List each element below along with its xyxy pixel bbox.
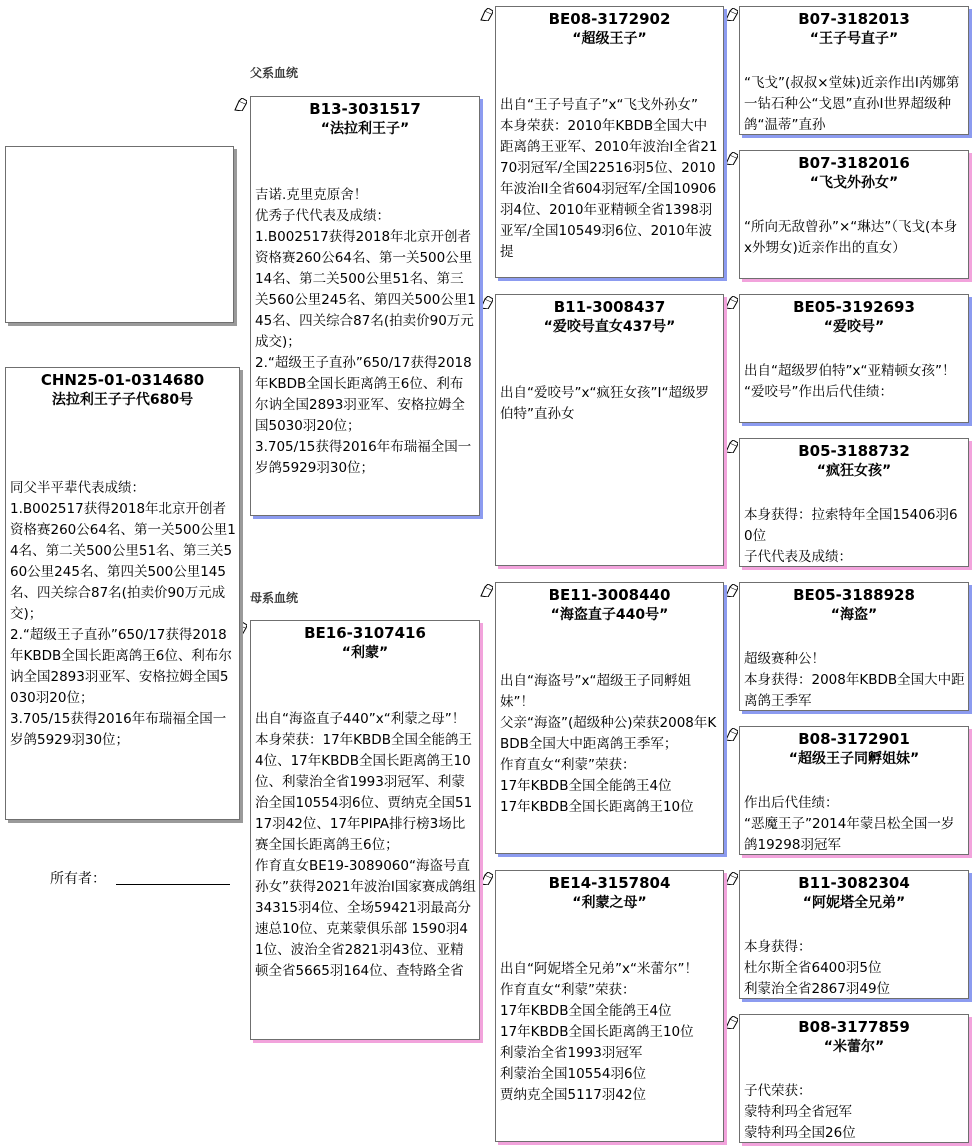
pointer-icon — [480, 872, 493, 885]
sire-card[interactable] — [250, 96, 480, 516]
ring-number: B05-3188732 — [798, 442, 910, 460]
pigeon-notes: “所向无敌曾孙”×“琳达”（飞戈(本身x外甥女)近亲作出的直女） — [744, 219, 958, 256]
ring-number: CHN25-01-0314680 — [40, 371, 205, 389]
pigeon-name: “法拉利王子” — [320, 121, 410, 137]
pigeon-name: “利蒙之母” — [572, 895, 647, 911]
pigeon-photo-frame — [5, 146, 234, 323]
ring-number: BE08-3172902 — [548, 10, 671, 28]
ring-number: B08-3177859 — [798, 1018, 910, 1036]
pigeon-notes: 出自“海盗直子440”x“利蒙之母”！ 本身荣获：17年KBDB全国全能鸽王4位、17年KBDB全国长距离鸽王10位、利蒙治全省1993羽冠军、利蒙治全国10554羽6位、贾纳克全国5117羽42位、17年PIPA排行榜3场比赛全国长距离鸽王6位； 作育直女BE19-3089060“海盗号直孙女”获得2021年波治I国家赛成鸽组34315羽4位、全场59421羽最高分速总10位、克莱蒙俱乐部 1590羽41位、波治全省2821羽43位、亚精顿全省5665羽164位、查特路全省 — [255, 711, 476, 979]
mother-line-label: 母系血统 — [250, 591, 299, 605]
pigeon-name: “王子号直子” — [809, 31, 899, 47]
pigeon-notes: 同父半平辈代表成绩： 1.B002517获得2018年北京开创者资格赛260公64名、第一关500公里14名、第二关500公里51名、第三关560公里245名、第四关500公里145名、四关综合87名(拍卖价90万元成交)； 2.“超级王子直孙”650/17获得2018年KBDB全国长距离鸽王6位、利布尔讷全国2893羽亚军、安格拉姆全国5030羽20位； 3.705/15获得2016年布瑞福全国一岁鸽5929羽30位； — [10, 480, 236, 748]
pointer-icon — [725, 152, 738, 165]
pigeon-name: “超级王子同孵姐妹” — [788, 751, 920, 767]
pigeon-notes: 本身获得：拉索特年全国15406羽60位 子代代表及成绩： — [744, 507, 958, 565]
pigeon-name: “超级王子” — [572, 31, 647, 47]
ring-number: BE14-3157804 — [548, 874, 671, 892]
sire-sire-card[interactable] — [495, 6, 724, 278]
pointer-icon — [725, 440, 738, 453]
ring-number: BE16-3107416 — [304, 624, 426, 642]
sss-card[interactable] — [739, 6, 969, 135]
pigeon-name: “海盗直子440号” — [550, 607, 669, 623]
dam-dam-card[interactable] — [495, 870, 724, 1142]
sds-card[interactable] — [739, 294, 969, 423]
sire-dam-card[interactable] — [495, 294, 724, 566]
ring-number: B08-3172901 — [798, 730, 910, 748]
pigeon-name: “利蒙” — [341, 645, 389, 661]
ddd-card[interactable] — [739, 1014, 969, 1143]
pointer-icon — [480, 584, 493, 597]
pointer-icon — [725, 8, 738, 21]
pigeon-notes: 出自“爱咬号”x“疯狂女孩”I“超级罗伯特”直孙女 — [500, 385, 709, 422]
pointer-icon — [725, 1016, 738, 1029]
pointer-icon — [234, 98, 247, 111]
ssd-card[interactable] — [739, 150, 969, 279]
owner-signature-line[interactable] — [116, 884, 230, 885]
pigeon-notes: 出自“王子号直子”x“飞戈外孙女” 本身荣获：2010年KBDB全国大中距离鸽王亚军、2010年波治I全省2170羽冠军/全国22516羽5位、2010年波治II全省604羽冠军/全国10906羽4位、2010年亚精顿全省1398羽亚军/全国10549羽6位、2010年波提 — [500, 97, 718, 260]
pigeon-name: “爱咬号” — [823, 319, 885, 335]
pigeon-name: “飞戈外孙女” — [809, 175, 899, 191]
pigeon-name: 法拉利王子子代680号 — [51, 392, 194, 408]
ring-number: BE05-3188928 — [793, 586, 915, 604]
father-line-label: 父系血统 — [250, 66, 299, 80]
pigeon-notes: 超级赛种公！ 本身获得：2008年KBDB全国大中距离鸽王季军 — [744, 651, 965, 709]
dds-card[interactable] — [739, 870, 969, 999]
pointer-icon — [725, 872, 738, 885]
pointer-icon — [725, 584, 738, 597]
pigeon-name: “爱咬号直女437号” — [543, 319, 676, 335]
pigeon-name: “海盗” — [830, 607, 878, 623]
pigeon-notes: 吉诺.克里克原舍！ 优秀子代代表及成绩： 1.B002517获得2018年北京开创者资格赛260公64名、第一关500公里14名、第二关500公里51名、第三关560公里245名、第四关500公里145名、四关综合87名(拍卖价90万元成交)； 2.“超级王子直孙”650/17获得2018年KBDB全国长距离鸽王6位、利布尔讷全国2893羽亚军、安格拉姆全国5030羽20位； 3.705/15获得2016年布瑞福全国一岁鸽5929羽30位； — [255, 187, 476, 476]
ring-number: BE11-3008440 — [548, 586, 671, 604]
ring-number: B11-3008437 — [553, 298, 666, 316]
pointer-icon — [725, 728, 738, 741]
ring-number: B07-3182016 — [798, 154, 910, 172]
sdd-card[interactable] — [739, 438, 969, 567]
ring-number: B13-3031517 — [309, 100, 421, 118]
pointer-icon — [725, 296, 738, 309]
pointer-icon — [480, 8, 493, 21]
pigeon-name: “阿妮塔全兄弟” — [802, 895, 906, 911]
pigeon-name: “疯狂女孩” — [816, 463, 892, 479]
ring-number: B07-3182013 — [798, 10, 910, 28]
dss-card[interactable] — [739, 582, 969, 711]
ring-number: BE05-3192693 — [793, 298, 915, 316]
dsd-card[interactable] — [739, 726, 969, 855]
subject-card[interactable] — [5, 367, 240, 820]
pigeon-notes: 子代荣获： 蒙特利玛全省冠军 蒙特利玛全国26位 — [744, 1083, 856, 1141]
pigeon-notes: 出自“阿妮塔全兄弟”x“米蕾尔”！ 作育直女“利蒙”荣获： 17年KBDB全国全能鸽王4位 17年KBDB全国长距离鸽王10位 利蒙治全省1993羽冠军 利蒙治全国10554羽6位 贾纳克全国5117羽42位 — [500, 961, 698, 1103]
pigeon-notes: 出自“超级罗伯特”x“亚精顿女孩”！ “爱咬号”作出后代佳绩： — [744, 363, 956, 400]
dam-sire-card[interactable] — [495, 582, 724, 854]
owner-label: 所有者： — [50, 871, 106, 887]
pigeon-name: “米蕾尔” — [823, 1039, 885, 1055]
ring-number: B11-3082304 — [798, 874, 910, 892]
pointer-icon — [480, 296, 493, 309]
pigeon-notes: 出自“海盗号”x“超级王子同孵姐妹”！ 父亲“海盗”(超级种公)荣获2008年KBDB全国大中距离鸽王季军； 作育直女“利蒙”荣获： 17年KBDB全国全能鸽王4位 17年KBDB全国长距离鸽王10位 — [500, 673, 717, 815]
pigeon-notes: 本身获得： 杜尔斯全省6400羽5位 利蒙治全省2867羽49位 — [744, 939, 891, 997]
dam-card[interactable] — [250, 620, 480, 1040]
pigeon-notes: 作出后代佳绩： “恶魔王子”2014年蒙吕松全国一岁鸽19298羽冠军 — [744, 795, 955, 853]
pigeon-notes: “飞戈”(叔叔×堂妹)近亲作出I芮娜第一钻石种公“戈恩”直孙I世界超级种鸽“温蒂”直孙 — [744, 75, 960, 133]
